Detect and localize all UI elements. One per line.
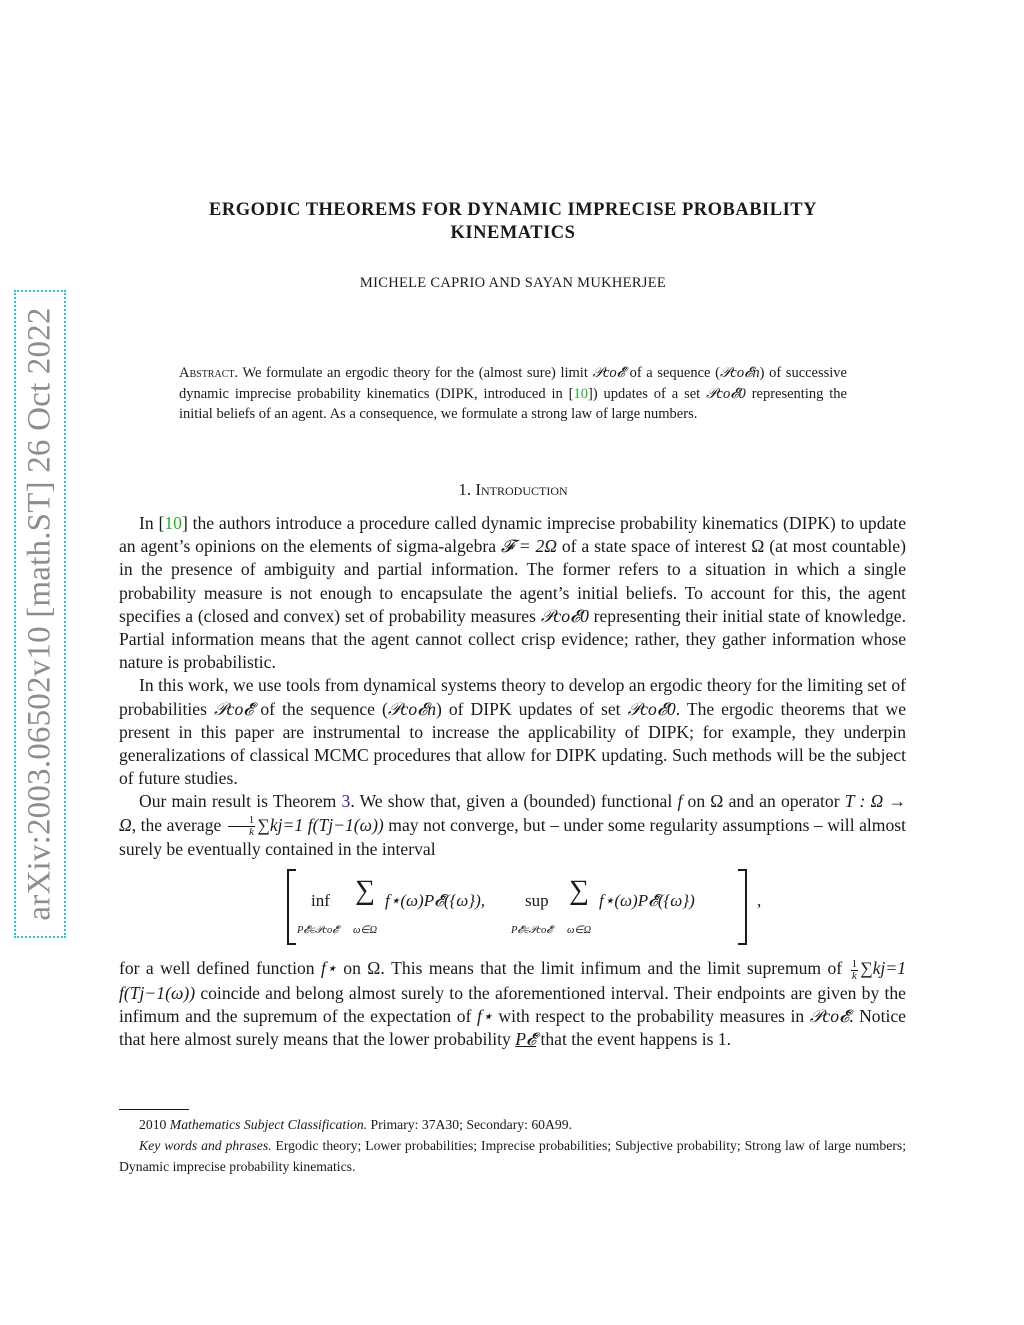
inf-subscript: P𝓔̃∈𝒫co𝓔̃ [297, 925, 339, 937]
text-run: . Notice that here almost surely means that the lower probability [119, 1005, 906, 1050]
citation-link[interactable]: 10 [573, 385, 588, 402]
math-initial-set: 𝒫co𝓔0 [627, 698, 676, 719]
math-limit-set: 𝒫co𝓔̃ [809, 1005, 850, 1026]
summand-2: f⋆(ω)P𝓔̃({ω}) [599, 891, 695, 911]
section-title: Introduction [475, 480, 568, 499]
abstract-text-4: ]) updates of a set [587, 385, 707, 402]
display-equation [119, 867, 906, 953]
section-number: 1. [458, 480, 472, 499]
summand-1: f⋆(ω)P𝓔̃({ω}), [385, 891, 485, 911]
footnote-label: Mathematics Subject Classification. [169, 1117, 368, 1132]
text-run: . The ergodic theorems that we present in this paper are instrumental to increase the applicability of DIPK; for example, they underpin generalizations of classical MCMC procedures that allow for DIPK updating. Such methods will be the subject of future studies. [119, 698, 907, 789]
math-average-sum: ∑kj=1 f(Tj−1(ω)) [119, 958, 906, 1003]
text-run: . We show that, given a (bounded) functional [350, 791, 678, 812]
fraction-denominator: k [851, 969, 857, 982]
math-fstar: f⋆ [321, 958, 337, 979]
summation-sign: ∑ [569, 875, 589, 907]
text-run: representing their initial state of knowledge. Partial information means that the agent cannot collect crisp evidence; rather, they gather information whose nature is probabilistic. [119, 605, 907, 673]
math-initial-set: 𝒫co𝓔0 [540, 605, 589, 626]
text-run: ) of DIPK updates of set [436, 698, 628, 719]
abstract-text-5: representing the initial beliefs of an agent. As a consequence, we formulate a strong law of large numbers. [179, 385, 847, 422]
left-bracket [287, 869, 296, 945]
math-f: f [677, 791, 683, 812]
math-fraction [851, 959, 859, 982]
text-run: Our main result is Theorem [139, 791, 342, 812]
theorem-link[interactable]: 3 [341, 791, 351, 812]
footnote-rule [119, 1109, 189, 1110]
text-run: on Ω and an operator [682, 791, 845, 812]
math-operator: T : Ω → Ω [119, 791, 907, 835]
sum-subscript: ω∈Ω [567, 925, 592, 937]
footnotes [119, 1114, 906, 1177]
abstract-text-2: of a sequence ( [624, 365, 720, 381]
footnote-keywords [119, 1135, 906, 1177]
footnote-msc [119, 1114, 906, 1135]
text-run: 2010 [139, 1117, 170, 1132]
title-line-1: ERGODIC THEOREMS FOR DYNAMIC IMPRECISE PROBABILITY [209, 200, 817, 220]
text-run: may not converge, but – under some regularity assumptions – will almost surely be eventually contained in the interval [119, 814, 906, 860]
text-run: coincide and belong almost surely to the aforementioned interval. Their endpoints are given by the infimum and the supremum of the expectation of [119, 982, 906, 1026]
sup-subscript: P𝓔̃∈𝒫co𝓔̃ [511, 925, 553, 937]
text-run: , the average [131, 814, 226, 835]
math-sequence-set: 𝒫co𝓔n [387, 698, 437, 719]
math-limit-set: 𝒫co𝓔̃ [213, 698, 254, 719]
paragraph [119, 790, 906, 861]
citation-link[interactable]: 10 [164, 513, 182, 533]
math-initial-set: 𝒫co𝓔0 [706, 385, 746, 402]
footnote-label: Key words and phrases. [139, 1138, 272, 1153]
fraction-denominator: k [249, 826, 254, 839]
math-average-sum: ∑kj=1 f(Tj−1(ω)) [257, 814, 384, 835]
paper-title [120, 199, 906, 245]
math-sigma-algebra: 𝓕 = 2Ω [500, 536, 558, 557]
author-list: MICHELE CAPRIO AND SAYAN MUKHERJEE [359, 275, 667, 291]
text-run: of the sequence ( [253, 698, 388, 719]
interval-expression [287, 867, 747, 947]
abstract-label: Abstract [179, 365, 235, 381]
sup-operator: sup [525, 891, 549, 911]
math-fraction [228, 815, 256, 838]
text-run: In this work, we use tools from dynamical systems theory to develop an ergodic theory for the limiting set of probabilities [119, 675, 906, 719]
paragraph [119, 512, 906, 674]
text-run: with respect to the probability measures in [492, 1005, 810, 1026]
text-run: on Ω. This means that the limit infimum and the limit supremum of [336, 958, 849, 979]
equation-comma: , [757, 891, 762, 911]
math-sequence-set: 𝒫co𝓔n [719, 365, 760, 381]
section-heading [120, 480, 906, 500]
text-run: Primary: 37A30; Secondary: 60A99. [367, 1117, 573, 1132]
paragraph [119, 674, 906, 790]
summation-sign: ∑ [355, 875, 375, 907]
abstract-text-1: . We formulate an ergodic theory for the (almost sure) limit [234, 365, 593, 381]
text-run: Ergodic theory; Lower probabilities; Imprecise probabilities; Subjective probability; Strong law of large numbers; Dynamic imprecise probability kinematics. [119, 1138, 907, 1174]
text-run: for a well defined function [119, 958, 321, 979]
abstract [179, 363, 847, 425]
title-line-2: KINEMATICS [450, 223, 576, 243]
fraction-numerator: 1 [851, 957, 858, 970]
fraction-numerator: 1 [228, 815, 256, 827]
math-limit-set: 𝒫co𝓔̃ [592, 365, 625, 381]
math-lower-probability: P𝓔̃ [515, 1029, 537, 1050]
paragraph [119, 957, 906, 1051]
text-run: of a state space of interest Ω (at most countable) in the presence of ambiguity and partial information. The former refers to a situation in which a single probability measure is not enough to encapsulate the agent’s initial beliefs. To account for this, the agent specifies a (closed and convex) set of probability measures [119, 536, 906, 626]
inf-operator: inf [311, 891, 330, 911]
abstract-text-3: ) of successive dynamic imprecise probability kinematics (DIPK, introduced in [ [179, 365, 847, 402]
right-bracket [738, 869, 747, 945]
text-run: that the event happens is 1. [536, 1029, 732, 1050]
arxiv-sidebar-stamp [14, 290, 66, 938]
text-run: In [ [139, 513, 165, 533]
body-text [119, 512, 906, 1051]
math-fstar: f⋆ [476, 1005, 493, 1026]
arxiv-identifier: arXiv:2003.06502v10 [math.ST] 26 Oct 2022 [21, 307, 58, 921]
sum-subscript: ω∈Ω [353, 925, 378, 937]
text-run: ] the authors introduce a procedure called dynamic imprecise probability kinematics (DIPK) to update an agent’s opinions on the elements of sigma-algebra [119, 513, 907, 557]
